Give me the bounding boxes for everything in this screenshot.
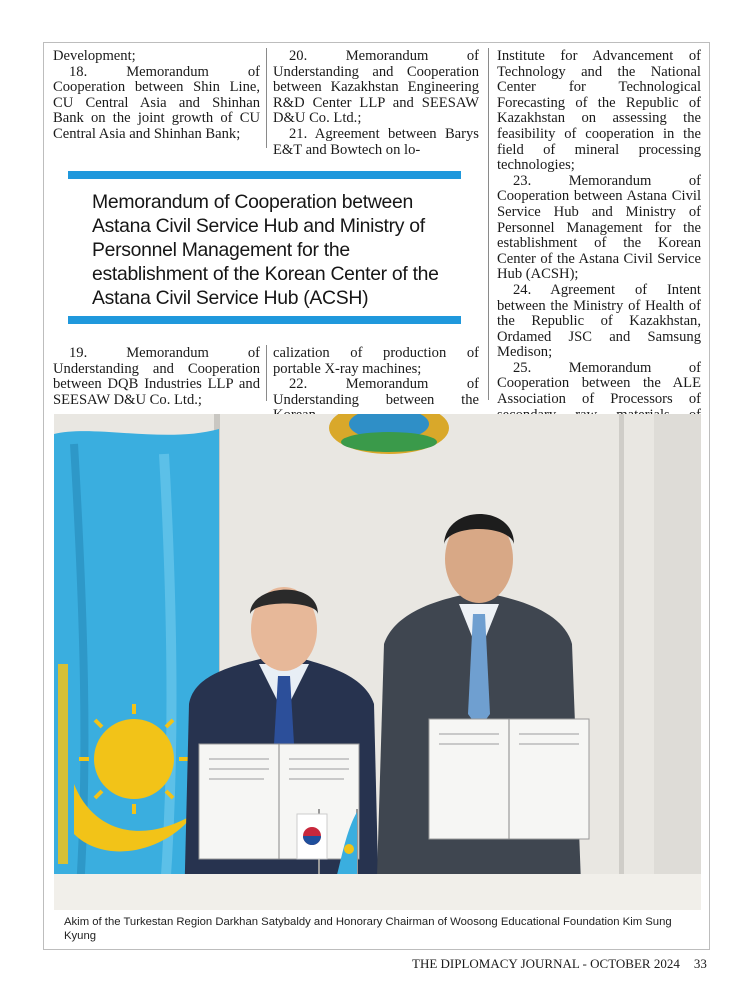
photo-caption: Akim of the Turkestan Region Darkhan Satybaldy and Honorary Chairman of Woosong Educational Foundation Kim Sung Kyung xyxy=(64,916,672,942)
paragraph: 21. Agreement between Barys E&T and Bowtech on lo- xyxy=(273,125,479,158)
journal-title: THE DIPLOMACY JOURNAL - OCTOBER 2024 xyxy=(412,956,680,971)
column-2-bottom xyxy=(273,346,479,424)
document-right-icon xyxy=(429,719,589,839)
page-number: 33 xyxy=(693,956,707,971)
paragraph: Development; xyxy=(53,48,136,64)
photo-illustration xyxy=(54,414,701,910)
paragraph: 18. Memorandum of Cooperation between Shin Line, CU Central Asia and Shinhan Bank on the joint growth of CU Central Asia and Shinhan Bank; xyxy=(53,63,260,142)
column-1-bottom xyxy=(53,346,260,408)
paragraph: 23. Memorandum of Cooperation between Astana Civil Service Hub and Ministry of Personnel Management for the establishment of the Korean Center of the Astana Civil Service Hub (ACSH); xyxy=(497,172,701,283)
document-left-icon xyxy=(199,744,359,859)
column-divider xyxy=(488,48,489,400)
callout-top-bar xyxy=(68,171,461,179)
paragraph-text: 25. Memorandum of Cooperation between the ALE Association of Processors of xyxy=(497,359,701,408)
paragraph: Institute for Advancement of Technology and the National Center for Technological Forecasting of the Republic of Kazakhstan on assessing the feasibility of cooperation in the field of mineral processing technologies; xyxy=(497,48,701,174)
column-divider xyxy=(266,345,267,401)
column-3 xyxy=(497,49,701,454)
paragraph: 24. Agreement of Intent between the Ministry of Health of the Republic of Kazakhstan, Ordamed JSC and Samsung Medison; xyxy=(497,281,701,361)
pull-quote: Memorandum of Cooperation between Astana Civil Service Hub and Ministry of Personnel Management for the establishment of the Korean Center of the Astana Civil Service Hub (ACSH) xyxy=(92,191,439,309)
signing-photo xyxy=(54,414,701,910)
paragraph: calization of production of portable X-ray machines; xyxy=(273,345,479,377)
column-1-top xyxy=(53,49,260,143)
paragraph: 20. Memorandum of Understanding and Cooperation between Kazakhstan Engineering R&D Center LLP and SEESAW D&U Co. Ltd.; xyxy=(273,48,479,127)
paragraph: 19. Memorandum of Understanding and Cooperation between DQB Industries LLP and SEESAW D&U Co. Ltd.; xyxy=(53,345,260,408)
column-2-top xyxy=(273,49,479,158)
page-footer xyxy=(412,956,712,972)
column-divider xyxy=(266,48,267,148)
paragraph: 22. Memorandum of Understanding between the xyxy=(273,376,479,408)
callout-bottom-bar xyxy=(68,316,461,324)
